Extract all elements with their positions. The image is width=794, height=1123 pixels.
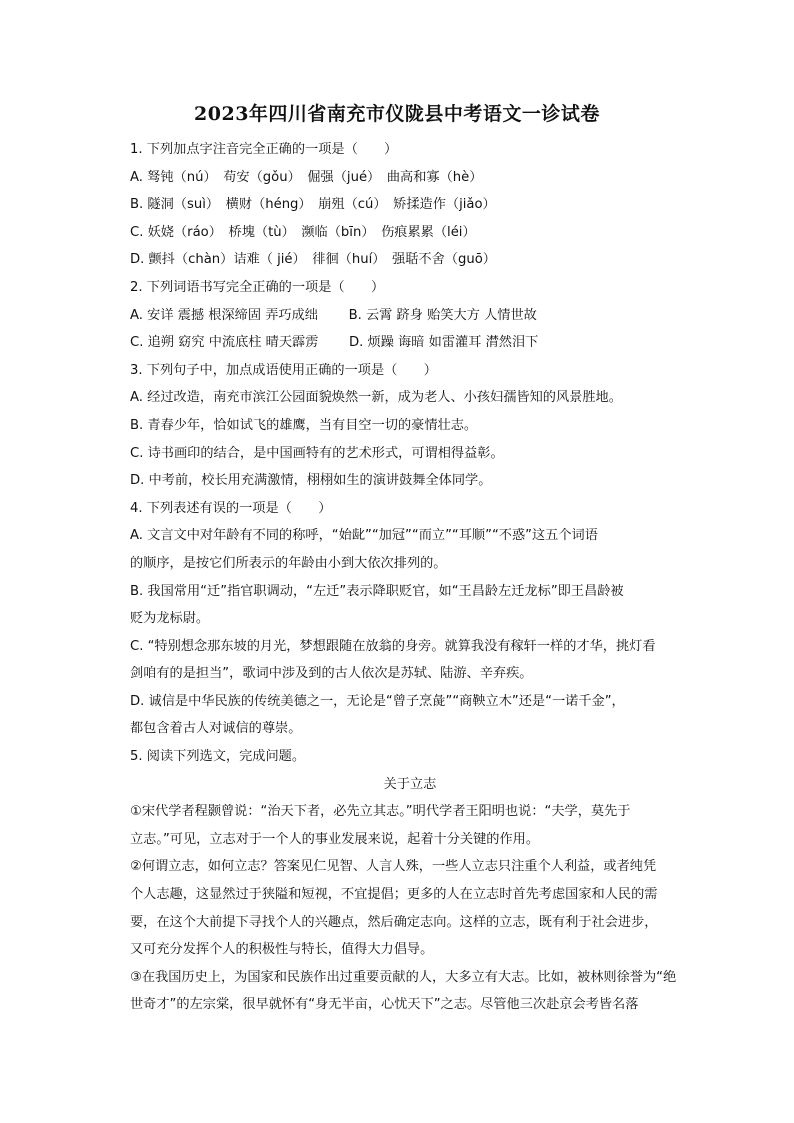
q1-option-b: B. 隧洞（suì） 横财（héng） 崩殂（cú） 矫揉造作（jiǎo） xyxy=(130,197,496,213)
q4-option-b-line1: B. 我国常用“迁”指官职调动，“左迁”表示降职贬官，如“王昌龄左迁龙标”即王昌龄被 xyxy=(130,583,624,599)
exam-body xyxy=(130,136,690,1019)
passage-p1-line1: ①宋代学者程颢曾说：“治天下者，必先立其志。”明代学者王阳明也说：“夫学，莫先于 xyxy=(130,804,631,820)
q3-stem: 3. 下列句子中，加点成语使用正确的一项是（ ） xyxy=(130,362,437,378)
passage-p2-line2: 个人志趣，这显然过于狭隘和短视，不宜提倡；更多的人在立志时首先考虑国家和人民的需 xyxy=(130,887,658,903)
q4-option-b-line2: 贬为龙标尉。 xyxy=(130,611,210,627)
q4-option-d-line1: D. 诚信是中华民族的传统美德之一，无论是“曾子烹彘”“商鞅立木”还是“一诺千金”， xyxy=(130,693,625,709)
q4-option-d-line2: 都包含着古人对诚信的尊崇。 xyxy=(130,721,302,737)
q3-option-d: D. 中考前，校长用充满激情，栩栩如生的演讲鼓舞全体同学。 xyxy=(130,473,492,489)
q1-stem: 1. 下列加点字注音完全正确的一项是（ ） xyxy=(130,142,398,157)
q2-options-ab: A. 安详 震撼 根深缔固 弄巧成绌 B. 云霄 跻身 贻笑大方 人情世故 xyxy=(130,307,537,323)
passage-p2-line3: 要，在这个大前提下寻找个人的兴趣点，然后确定志向。这样的立志，既有利于社会进步， xyxy=(130,914,658,930)
q3-option-c: C. 诗书画印的结合，是中国画特有的艺术形式，可谓相得益彰。 xyxy=(130,445,504,461)
passage-title: 关于立志 xyxy=(383,776,437,792)
exam-title: 2023年四川省南充市仪陇县中考语文一诊试卷 xyxy=(194,103,600,125)
q1-option-d: D. 颤抖（chàn）诘难（ jié） 徘徊（huí） 强聒不舍（guō） xyxy=(130,252,496,268)
q2-options-cd: C. 追朔 窈究 中流底柱 晴天霹雳 D. 烦躁 诲暗 如雷灌耳 潸然泪下 xyxy=(130,335,539,351)
q4-option-a-line2: 的顺序，是按它们所表示的年龄由小到大依次排列的。 xyxy=(130,555,447,571)
q1-option-a: A. 驽钝（nú） 苟安（gǒu） 倔强（jué） 曲高和寡（hè） xyxy=(130,169,483,185)
q4-option-a-line1: A. 文言文中对年龄有不同的称呼，“始龀”“加冠”“而立”“耳顺”“不惑”这五个词语 xyxy=(130,528,598,544)
passage-p3-line1: ③在我国历史上，为国家和民族作出过重要贡献的人，大多立有大志。比如，被林则徐誉为“绝 xyxy=(130,969,677,985)
q3-option-a: A. 经过改造，南充市滨江公园面貌焕然一新，成为老人、小孩妇孺皆知的风景胜地。 xyxy=(130,390,622,406)
q4-option-c-line2: 剑咱有的是担当”，歌词中涉及到的古人依次是苏轼、陆游、辛弃疾。 xyxy=(130,666,533,682)
passage-p2-line1: ②何谓立志，如何立志？答案见仁见智、人言人殊，一些人立志只注重个人利益，或者纯凭 xyxy=(130,859,657,875)
q2-stem: 2. 下列词语书写完全正确的一项是（ ） xyxy=(130,279,385,295)
passage-p1-line2: 立志。”可见，立志对于一个人的事业发展来说，起着十分关键的作用。 xyxy=(130,831,540,847)
passage-p2-line4: 又可充分发挥个人的积极性与特长，值得大力倡导。 xyxy=(130,942,434,958)
q4-stem: 4. 下列表述有误的一项是（ ） xyxy=(130,500,332,516)
q3-option-b: B. 青春少年，恰如试飞的雄鹰，当有目空一切的豪情壮志。 xyxy=(130,417,478,433)
q5-stem: 5. 阅读下列选文，完成问题。 xyxy=(130,749,306,765)
passage-p3-line2: 世奇才”的左宗棠，很早就怀有“身无半亩，心忧天下”之志。尽管他三次赴京会考皆名落 xyxy=(130,997,639,1013)
q1-option-c: C. 妖娆（ráo） 桥塊（tù） 濒临（bīn） 伤痕累累（léi） xyxy=(130,224,476,240)
q4-option-c-line1: C. “特别想念那东坡的月光，梦想跟随在放翁的身旁。就算我没有稼轩一样的才华，挑灯看 xyxy=(130,638,656,654)
